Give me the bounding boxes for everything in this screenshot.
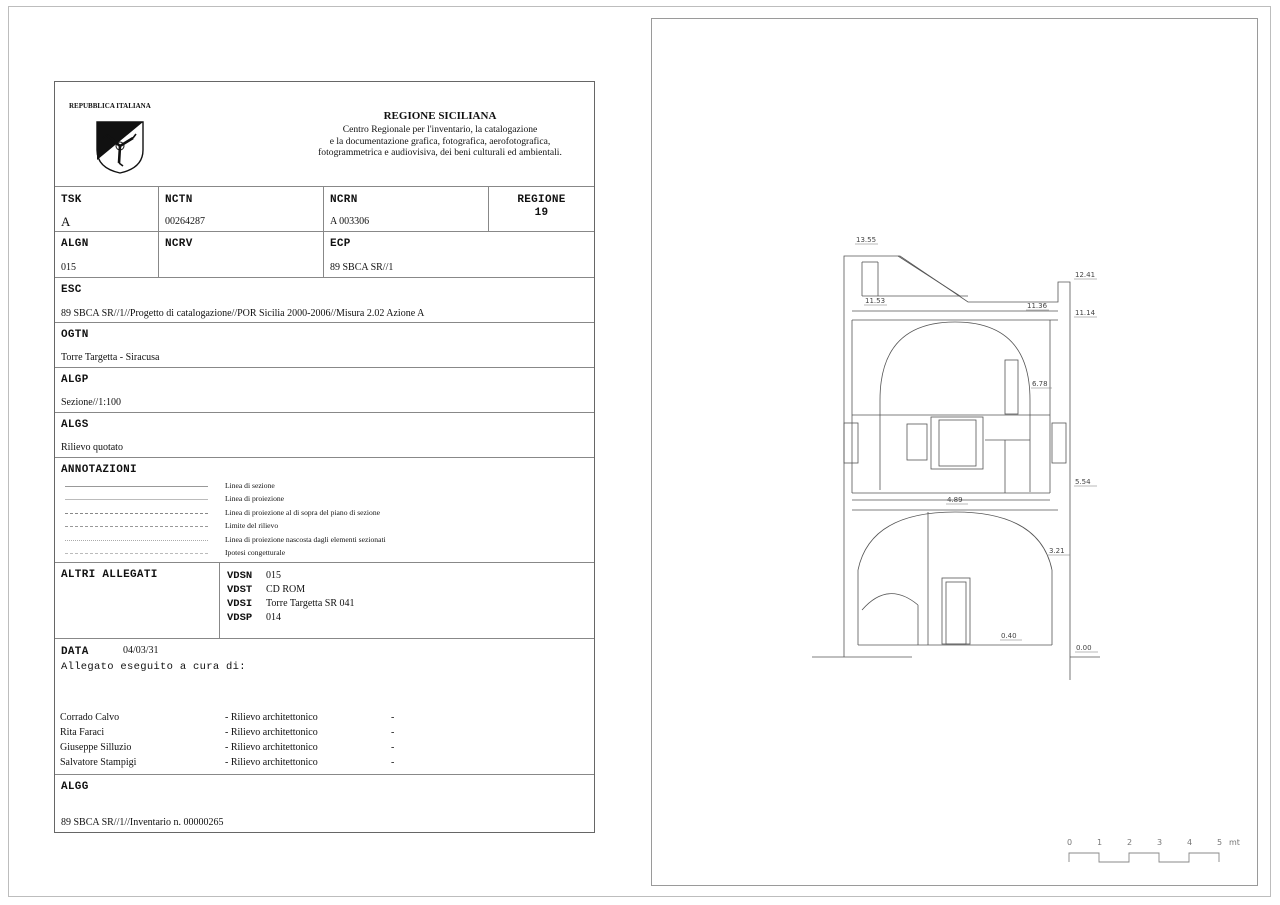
republic-label: REPUBBLICA ITALIANA <box>69 102 151 110</box>
center-line: Centro Regionale per l'inventario, la catalogazione <box>342 124 538 135</box>
legend-text: Linea di proiezione <box>225 494 285 503</box>
graphic-scale <box>1067 838 1240 862</box>
vdsn-value: 015 <box>266 570 281 581</box>
elevation-label: 11.14 <box>1075 309 1096 317</box>
center-line: e la documentazione grafica, fotografica, aerofotografica, <box>329 135 551 147</box>
scale-label: 3 <box>1157 838 1163 847</box>
nctn-value: 00264287 <box>165 216 205 227</box>
nctn-label: NCTN <box>165 194 193 206</box>
credit-dash: - <box>391 742 395 753</box>
legend-text: Limite del rilievo <box>225 521 279 530</box>
elevation-markers <box>855 236 1098 652</box>
allegati-label: ALTRI ALLEGATI <box>61 569 158 581</box>
eseguito-label: Allegato eseguito a cura di: <box>61 661 246 673</box>
elevation-label: 0.40 <box>1001 632 1017 640</box>
elevation-label: 11.36 <box>1027 302 1048 310</box>
vdst-label: VDST <box>227 584 253 596</box>
ncrv-label: NCRV <box>165 238 193 250</box>
credit-dash: - <box>391 727 395 738</box>
ogtn-label: OGTN <box>61 329 89 341</box>
legend-text: Linea di proiezione nascosta dagli elementi sezionati <box>225 535 386 544</box>
algn-label: ALGN <box>61 238 89 250</box>
algs-value: Rilievo quotato <box>61 442 123 453</box>
region-title: REGIONE SICILIANA <box>383 110 497 122</box>
ogtn-value: Torre Targetta - Siracusa <box>61 352 160 363</box>
credit-name: Salvatore Stampigi <box>60 757 137 768</box>
elevation-label: 12.41 <box>1075 271 1096 279</box>
elevation-label: 13.55 <box>856 236 877 244</box>
scale-label: 2 <box>1127 838 1133 847</box>
esc-value: 89 SBCA SR//1//Progetto di catalogazione//POR Sicilia 2000-2006//Misura 2.02 Azione A <box>61 308 425 319</box>
scale-label: 4 <box>1187 838 1193 847</box>
elevation-label: 3.21 <box>1049 547 1065 555</box>
vdsp-value: 014 <box>266 612 281 623</box>
scale-label: 1 <box>1097 838 1103 847</box>
algs-label: ALGS <box>61 419 89 431</box>
tower-section <box>812 256 1100 680</box>
credit-name: Rita Faraci <box>60 727 105 738</box>
ecp-label: ECP <box>330 238 351 250</box>
elevation-label: 11.53 <box>865 297 886 305</box>
algp-value: Sezione//1:100 <box>61 397 121 408</box>
credit-role: - Rilievo architettonico <box>225 742 318 753</box>
credit-name: Giuseppe Silluzio <box>60 742 132 753</box>
ncrn-label: NCRN <box>330 194 358 206</box>
regione-label: REGIONE <box>517 194 566 206</box>
data-date: 04/03/31 <box>123 645 159 656</box>
regione-value: 19 <box>534 207 549 219</box>
center-line: fotogrammetrica e audiovisiva, dei beni culturali ed ambientali. <box>318 147 562 158</box>
credit-name: Corrado Calvo <box>60 712 120 723</box>
tsk-value: A <box>61 214 71 229</box>
elevation-label: 0.00 <box>1076 644 1092 652</box>
algg-value: 89 SBCA SR//1//Inventario n. 00000265 <box>61 817 224 828</box>
esc-label: ESC <box>61 284 82 296</box>
vdsp-label: VDSP <box>227 612 253 624</box>
annotazioni-label: ANNOTAZIONI <box>61 464 137 476</box>
credit-dash: - <box>391 757 395 768</box>
vdsi-label: VDSI <box>227 598 253 610</box>
elevation-label: 5.54 <box>1075 478 1091 486</box>
data-label: DATA <box>61 646 89 658</box>
tsk-label: TSK <box>61 194 82 206</box>
credit-role: - Rilievo architettonico <box>225 727 318 738</box>
credit-role: - Rilievo architettonico <box>225 712 318 723</box>
algp-label: ALGP <box>61 374 89 386</box>
vdsn-label: VDSN <box>227 570 253 582</box>
scale-label: 0 <box>1067 838 1073 847</box>
elevation-label: 4.89 <box>947 496 963 504</box>
elevation-label: 6.78 <box>1032 380 1048 388</box>
legend-text: Ipotesi congetturale <box>225 548 286 557</box>
ncrn-value: A 003306 <box>330 216 370 227</box>
vdsi-value: Torre Targetta SR 041 <box>266 598 355 609</box>
ecp-value: 89 SBCA SR//1 <box>330 262 394 273</box>
scale-unit: mt <box>1229 838 1240 847</box>
algn-value: 015 <box>61 262 76 273</box>
scale-label: 5 <box>1217 838 1223 847</box>
credit-dash: - <box>391 712 395 723</box>
credit-role: - Rilievo architettonico <box>225 757 318 768</box>
vdst-value: CD ROM <box>266 584 306 595</box>
algg-label: ALGG <box>61 781 89 793</box>
legend-text: Linea di proiezione al di sopra del piano di sezione <box>225 508 380 517</box>
legend-text: Linea di sezione <box>225 481 275 490</box>
